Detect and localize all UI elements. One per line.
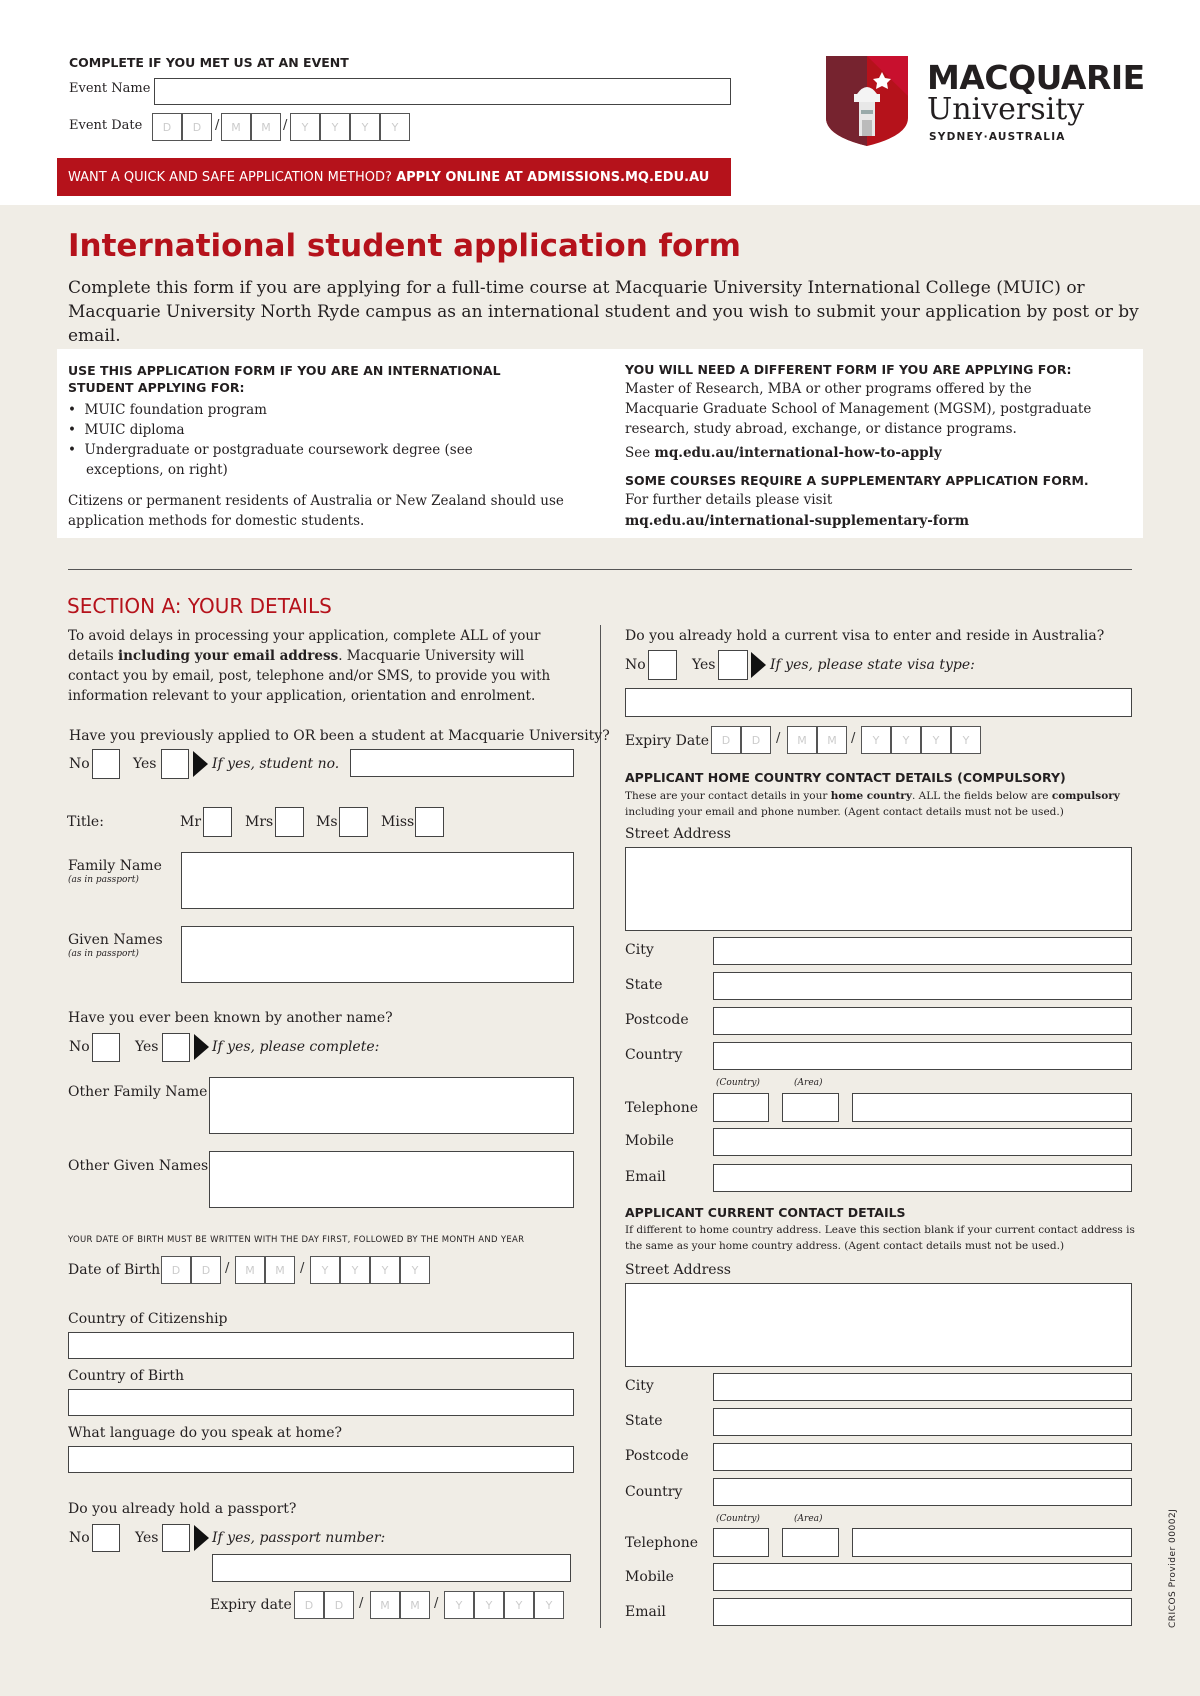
info-left-list: [68, 400, 548, 480]
home-state-input[interactable]: [713, 972, 1132, 1000]
date-sep: /: [283, 118, 288, 133]
title-label: Title:: [67, 814, 104, 830]
list-item: • MUIC foundation program: [68, 402, 267, 418]
street-label: Street Address: [625, 1262, 731, 1278]
visa-yes-checkbox[interactable]: [718, 650, 748, 680]
date-cell[interactable]: Y: [921, 726, 951, 754]
home-contact-heading: APPLICANT HOME COUNTRY CONTACT DETAILS (COMPULSORY): [625, 770, 1066, 785]
date-cell[interactable]: Y: [380, 113, 410, 141]
visa-expiry-label: Expiry Date: [625, 733, 710, 749]
logo-name: MACQUARIE: [927, 58, 1145, 97]
info-left-note: Citizens or permanent residents of Australia or New Zealand should use application methods for domestic students.: [68, 493, 564, 529]
date-cell[interactable]: D: [152, 113, 182, 141]
date-cell[interactable]: D: [324, 1591, 354, 1619]
language-label: What language do you speak at home?: [68, 1425, 342, 1441]
logo-place: SYDNEY·AUSTRALIA: [929, 131, 1066, 143]
date-cell[interactable]: D: [741, 726, 771, 754]
event-name-input[interactable]: [154, 78, 731, 105]
list-item: • MUIC diploma: [68, 422, 185, 438]
area-code-note: (Area): [794, 1514, 823, 1524]
info-right-see: See mq.edu.au/international-how-to-apply: [625, 445, 942, 461]
current-city-input[interactable]: [713, 1373, 1132, 1401]
date-cell[interactable]: Y: [310, 1256, 340, 1284]
info-right-link[interactable]: mq.edu.au/international-how-to-apply: [654, 445, 942, 461]
date-cell[interactable]: Y: [474, 1591, 504, 1619]
list-item: • Undergraduate or postgraduate coursework degree (see exceptions, on right): [68, 442, 473, 478]
date-cell[interactable]: Y: [861, 726, 891, 754]
current-contact-heading: APPLICANT CURRENT CONTACT DETAILS: [625, 1205, 906, 1220]
other-given-label: Other Given Names: [68, 1158, 209, 1174]
city-label: City: [625, 1378, 654, 1394]
yes-label: Yes: [692, 657, 716, 673]
no-label: No: [69, 1530, 90, 1546]
mobile-label: Mobile: [625, 1133, 674, 1149]
date-cell[interactable]: Y: [951, 726, 981, 754]
info-right-link2[interactable]: mq.edu.au/international-supplementary-form: [625, 513, 970, 529]
other-name-yes-checkbox[interactable]: [162, 1033, 190, 1062]
other-family-input[interactable]: [209, 1077, 574, 1134]
home-mobile-input[interactable]: [713, 1128, 1132, 1156]
date-cell[interactable]: Y: [444, 1591, 474, 1619]
current-tel-number-input[interactable]: [852, 1528, 1132, 1557]
apply-online-banner[interactable]: [57, 158, 731, 196]
visa-question: Do you already hold a current visa to enter and reside in Australia?: [625, 628, 1105, 644]
date-sep: /: [225, 1261, 230, 1276]
home-email-input[interactable]: [713, 1164, 1132, 1192]
student-no-label: If yes, student no.: [212, 756, 340, 772]
date-cell[interactable]: M: [817, 726, 847, 754]
page-title: International student application form: [68, 228, 741, 264]
arrow-icon: [194, 1525, 209, 1551]
date-sep: /: [851, 731, 856, 746]
telephone-label: Telephone: [625, 1100, 699, 1116]
city-label: City: [625, 942, 654, 958]
date-sep: /: [215, 118, 220, 133]
country-code-note: (Country): [716, 1078, 760, 1088]
date-cell[interactable]: D: [711, 726, 741, 754]
state-label: State: [625, 1413, 663, 1429]
miss-label: Miss: [381, 814, 415, 830]
yes-label: Yes: [135, 1039, 159, 1055]
title-miss-checkbox[interactable]: [415, 807, 444, 837]
home-tel-area-input[interactable]: [782, 1093, 839, 1122]
date-cell[interactable]: M: [370, 1591, 400, 1619]
date-sep: /: [300, 1261, 305, 1276]
street-label: Street Address: [625, 826, 731, 842]
title-mrs-checkbox[interactable]: [275, 807, 304, 837]
birth-country-label: Country of Birth: [68, 1368, 185, 1384]
home-street-input[interactable]: [625, 847, 1132, 931]
passport-expiry-label: Expiry date: [210, 1597, 292, 1613]
info-left-heading: USE THIS APPLICATION FORM IF YOU ARE AN INTERNATIONAL STUDENT APPLYING FOR:: [68, 363, 501, 395]
section-a-heading: SECTION A: YOUR DETAILS: [67, 594, 332, 618]
given-names-label: Given Names: [68, 932, 163, 948]
section-a-intro: To avoid delays in processing your application, complete ALL of your details including your email address. Macquarie University will contact you by email, post, telephone and/or SMS, to provide you with information relevant to your application, orientation and enrolment.: [68, 628, 551, 704]
postcode-label: Postcode: [625, 1012, 689, 1028]
yes-label: Yes: [135, 1530, 159, 1546]
banner-text: WANT A QUICK AND SAFE APPLICATION METHOD?: [68, 169, 392, 185]
family-name-label: Family Name: [68, 858, 162, 874]
intro-text: Complete this form if you are applying for a full-time course at Macquarie University International College (MUIC) or Macquarie University North Ryde campus as an international student and you wish to submit your application by post or by email.: [68, 278, 1139, 346]
date-cell[interactable]: M: [235, 1256, 265, 1284]
date-sep: /: [359, 1596, 364, 1611]
date-cell[interactable]: D: [161, 1256, 191, 1284]
date-cell[interactable]: Y: [340, 1256, 370, 1284]
current-state-input[interactable]: [713, 1408, 1132, 1436]
other-name-question: Have you ever been known by another name?: [68, 1010, 393, 1026]
mobile-label: Mobile: [625, 1569, 674, 1585]
state-label: State: [625, 977, 663, 993]
family-name-input[interactable]: [181, 852, 574, 909]
language-input[interactable]: [68, 1446, 574, 1473]
country-label: Country: [625, 1484, 683, 1500]
previous-yes-checkbox[interactable]: [161, 749, 189, 779]
divider: [68, 569, 1132, 570]
info-right-text2: For further details please visit: [625, 492, 833, 508]
yes-label: Yes: [133, 756, 157, 772]
visa-type-label: If yes, please state visa type:: [770, 657, 975, 673]
event-heading: COMPLETE IF YOU MET US AT AN EVENT: [69, 55, 349, 70]
citizenship-input[interactable]: [68, 1332, 574, 1359]
visa-no-checkbox[interactable]: [648, 650, 677, 680]
telephone-label: Telephone: [625, 1535, 699, 1551]
citizenship-label: Country of Citizenship: [68, 1311, 228, 1327]
title-ms-checkbox[interactable]: [339, 807, 368, 837]
home-tel-number-input[interactable]: [852, 1093, 1132, 1122]
home-country-input[interactable]: [713, 1042, 1132, 1070]
current-country-input[interactable]: [713, 1478, 1132, 1506]
given-names-input[interactable]: [181, 926, 574, 983]
logo-sub: University: [927, 92, 1085, 127]
dob-label: Date of Birth: [68, 1262, 161, 1278]
date-cell[interactable]: M: [265, 1256, 295, 1284]
email-label: Email: [625, 1604, 666, 1620]
home-tel-country-input[interactable]: [713, 1093, 769, 1122]
date-cell[interactable]: M: [251, 113, 281, 141]
home-city-input[interactable]: [713, 937, 1132, 965]
current-email-input[interactable]: [713, 1598, 1132, 1626]
date-cell[interactable]: Y: [350, 113, 380, 141]
country-code-note: (Country): [716, 1514, 760, 1524]
date-cell[interactable]: Y: [370, 1256, 400, 1284]
ms-label: Ms: [316, 814, 338, 830]
postcode-label: Postcode: [625, 1448, 689, 1464]
arrow-icon: [751, 652, 766, 678]
arrow-icon: [193, 751, 208, 777]
title-mr-checkbox[interactable]: [203, 807, 232, 837]
passport-yes-checkbox[interactable]: [162, 1524, 190, 1552]
macquarie-logo-icon: [826, 56, 908, 146]
other-family-label: Other Family Name: [68, 1084, 208, 1100]
current-tel-area-input[interactable]: [782, 1528, 839, 1557]
birth-country-input[interactable]: [68, 1389, 574, 1416]
current-contact-note: If different to home country address. Leave this section blank if your current contact address is the same as your home country address. (Agent contact details must not be used.): [625, 1224, 1135, 1252]
date-cell[interactable]: Y: [400, 1256, 430, 1284]
date-cell[interactable]: M: [400, 1591, 430, 1619]
mr-label: Mr: [180, 814, 202, 830]
email-label: Email: [625, 1169, 666, 1185]
current-tel-country-input[interactable]: [713, 1528, 769, 1557]
date-cell[interactable]: Y: [534, 1591, 564, 1619]
dob-note: YOUR DATE OF BIRTH MUST BE WRITTEN WITH THE DAY FIRST, FOLLOWED BY THE MONTH AND YEAR: [68, 1235, 525, 1245]
passport-number-input[interactable]: [212, 1554, 571, 1582]
mrs-label: Mrs: [245, 814, 274, 830]
banner-link[interactable]: APPLY ONLINE AT ADMISSIONS.MQ.EDU.AU: [396, 169, 710, 185]
event-date-label: Event Date: [69, 118, 143, 133]
home-postcode-input[interactable]: [713, 1007, 1132, 1035]
no-label: No: [69, 1039, 90, 1055]
column-divider: [600, 625, 601, 1628]
previous-question: Have you previously applied to OR been a student at Macquarie University?: [69, 728, 610, 744]
please-complete-label: If yes, please complete:: [212, 1039, 380, 1055]
passport-note: (as in passport): [68, 875, 139, 885]
previous-no-checkbox[interactable]: [92, 749, 120, 779]
passport-no-label: If yes, passport number:: [212, 1530, 386, 1546]
date-sep: /: [776, 731, 781, 746]
info-right-heading2: SOME COURSES REQUIRE A SUPPLEMENTARY APPLICATION FORM.: [625, 473, 1089, 488]
cricos-code: CRICOS Provider 00002J: [1168, 1508, 1178, 1628]
event-name-label: Event Name: [69, 81, 151, 96]
country-label: Country: [625, 1047, 683, 1063]
date-cell[interactable]: Y: [290, 113, 320, 141]
arrow-icon: [194, 1034, 209, 1060]
passport-note: (as in passport): [68, 949, 139, 959]
date-cell[interactable]: D: [294, 1591, 324, 1619]
student-no-input[interactable]: [350, 749, 574, 777]
no-label: No: [69, 756, 90, 772]
passport-no-checkbox[interactable]: [92, 1524, 120, 1552]
date-cell[interactable]: M: [787, 726, 817, 754]
date-cell[interactable]: Y: [504, 1591, 534, 1619]
date-sep: /: [434, 1596, 439, 1611]
other-name-no-checkbox[interactable]: [92, 1033, 120, 1062]
other-given-input[interactable]: [209, 1151, 574, 1208]
date-cell[interactable]: D: [191, 1256, 221, 1284]
current-postcode-input[interactable]: [713, 1443, 1132, 1471]
date-cell[interactable]: Y: [891, 726, 921, 754]
no-label: No: [625, 657, 646, 673]
passport-question: Do you already hold a passport?: [68, 1501, 297, 1517]
date-cell[interactable]: M: [221, 113, 251, 141]
date-cell[interactable]: D: [182, 113, 212, 141]
home-contact-note: These are your contact details in your home country. ALL the fields below are compulsory including your email and phone number. (Agent contact details must not be used.): [625, 790, 1120, 818]
date-cell[interactable]: Y: [320, 113, 350, 141]
area-code-note: (Area): [794, 1078, 823, 1088]
current-mobile-input[interactable]: [713, 1563, 1132, 1591]
visa-type-input[interactable]: [625, 688, 1132, 717]
info-right-text: Master of Research, MBA or other programs offered by the Macquarie Graduate School of Management (MGSM), postgraduate research, study abroad, exchange, or distance programs.: [625, 381, 1092, 437]
current-street-input[interactable]: [625, 1283, 1132, 1367]
info-right-heading: YOU WILL NEED A DIFFERENT FORM IF YOU ARE APPLYING FOR:: [625, 362, 1072, 377]
